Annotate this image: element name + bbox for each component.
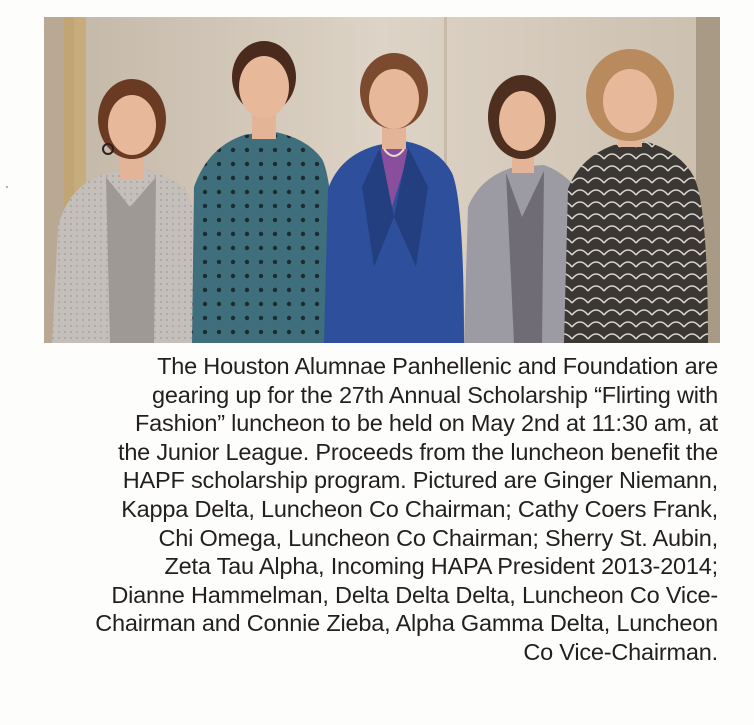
caption-line: the Junior League. Proceeds from the luncheon benefit the <box>117 438 718 465</box>
photo-caption <box>60 352 718 667</box>
group-photo-illustration <box>44 17 720 343</box>
caption-line: Kappa Delta, Luncheon Co Chairman; Cathy Coers Frank, <box>121 495 718 522</box>
caption-line: Fashion” luncheon to be held on May 2nd at 11:30 am, at <box>135 410 718 437</box>
caption-line: HAPF scholarship program. Pictured are Ginger Niemann, <box>122 467 718 494</box>
scan-speck <box>6 186 8 188</box>
caption-line: Chi Omega, Luncheon Co Chairman; Sherry St. Aubin, <box>158 524 718 551</box>
caption-line: gearing up for the 27th Annual Scholarship “Flirting with <box>152 381 718 408</box>
group-photo <box>44 17 720 343</box>
caption-line: Zeta Tau Alpha, Incoming HAPA President 2013-2014; <box>164 553 718 580</box>
caption-line: Chairman and Connie Zieba, Alpha Gamma Delta, Luncheon <box>95 610 718 637</box>
caption-line: Co Vice-Chairman. <box>523 638 718 665</box>
caption-line: Dianne Hammelman, Delta Delta Delta, Luncheon Co Vice- <box>111 581 718 608</box>
caption-line: The Houston Alumnae Panhellenic and Foundation are <box>157 353 718 379</box>
